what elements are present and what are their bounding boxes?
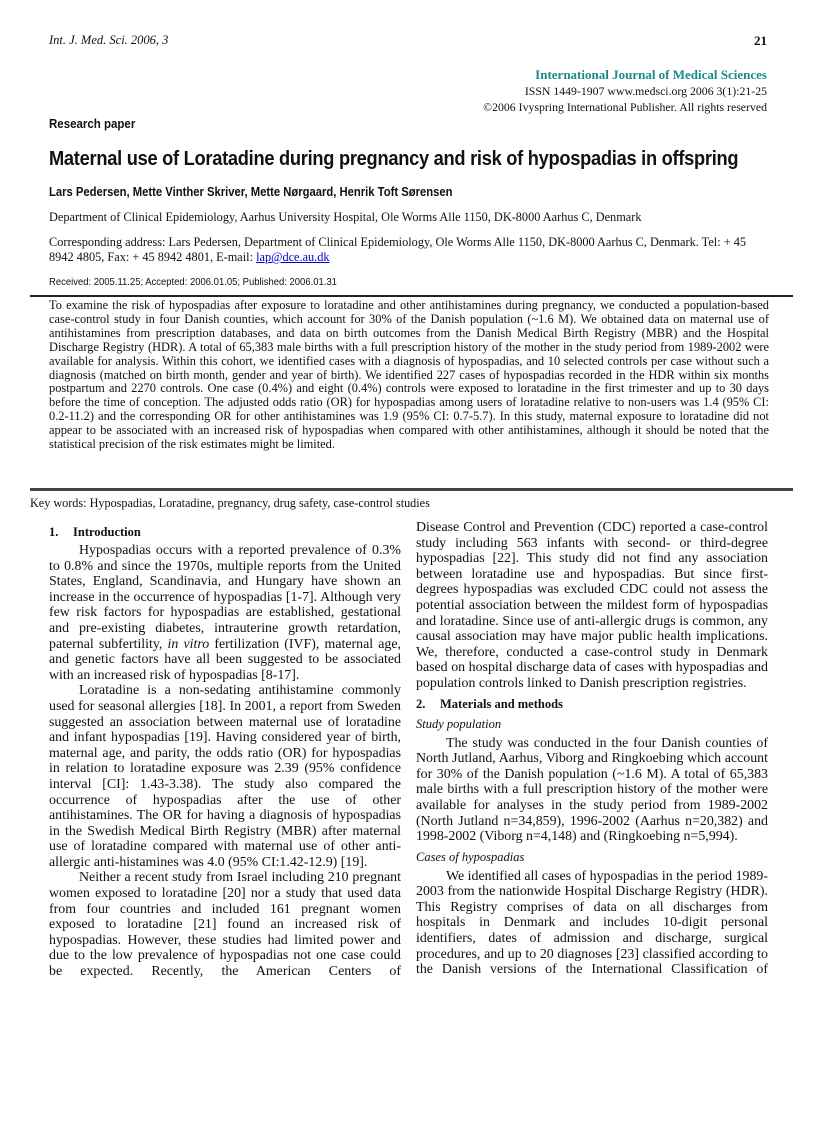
corresponding-address bbox=[49, 235, 771, 265]
affiliation: Department of Clinical Epidemiology, Aarhus University Hospital, Ole Worms Alle 1150, DK-8000 Aarhus C, Denmark bbox=[49, 210, 642, 224]
paragraph: The study was conducted in the four Danish counties of North Jutland, Aarhus, Viborg and Ringkoebing which account for 30% of the Danish population (~1.6 M). A total of 65,383 male births with a full prescription history of the mother were available for analyses in the study period from 1989-2002 (North Jutland n=34,859), 1996-2002 (Aarhus n=20,382) and 1998-2002 (Viborg n=4,148) and (Ringkoebing n=5,994). bbox=[416, 735, 768, 845]
column-right bbox=[416, 520, 768, 978]
section-label: Research paper bbox=[49, 117, 136, 131]
abstract: To examine the risk of hypospadias after exposure to loratadine and other antihistamines during pregnancy, we conducted a population-based case-control study in four Danish counties, which account for 30% of the Danish population (~1.6 M). We obtained data on maternal use of antihistamines from prescription databases, and data on birth outcomes from the Danish Medical Birth Registry (MBR) and the Hospital Discharge Registry (HDR). A total of 65,383 male births with a full prescription history of the mother in the study period from 1989-2002 were available for analysis. Within this cohort, we identified cases with a diagnosis of hypospadias, and 10 selected controls per case without such a diagnosis (matched on birth month, gender and year of birth). We identified 227 cases of hypospadias recorded in the HDR within six months postpartum and 2270 controls. One case (0.4%) and eight (0.4%) controls were exposed to loratadine in the first trimester and up to 30 days before the time of conception. The adjusted odds ratio (OR) for hypospadias among users of loratadine relative to non-users was 1.4 (95% CI: 0.2-11.2) and the corresponding OR for other antihistamines was 1.9 (95% CI: 0.7-5.7). In this study, maternal exposure to loratadine did not appear to be associated with an increased risk of hypospadias when compared with other antihistamines, although it should be noted that the statistical precision of the risk estimates might be limited. bbox=[49, 298, 769, 452]
paragraph: We identified all cases of hypospadias in the period 1989-2003 from the nationwide Hospital Discharge Registry (HDR). This Registry comprises of data on all discharges from hospitals in Denmark and includes 10-digit personal identifiers, dates of admission and discharge, surgical procedures, and up to 20 diagnoses [23] classified according to the Danish versions of the International Classification of bbox=[416, 868, 768, 978]
publication-dates: Received: 2005.11.25; Accepted: 2006.01.05; Published: 2006.01.31 bbox=[49, 277, 337, 288]
issn-line: ISSN 1449-1907 www.medsci.org 2006 3(1):21-25 bbox=[524, 84, 767, 98]
paragraph-continued: Disease Control and Prevention (CDC) reported a case-control study including 563 infants with second- or third-degree hypospadias [22]. This study did not find any association between loratadine use and hypospadias. But since first-degrees hypospadias was excluded CDC could not assess the potential association between the mildest form of hypospadias and loratadine. Since use of anti-allergic drugs is common, any causal association may have major public health implications. We, therefore, conducted a case-control study in Denmark based on hospital discharge data of cases with hypospadias and population controls linked to Danish prescription registries. bbox=[416, 520, 768, 691]
copyright-line: ©2006 Ivyspring International Publisher. All rights reserved bbox=[483, 100, 767, 114]
divider-top bbox=[30, 295, 793, 297]
column-left bbox=[49, 524, 401, 980]
author-list: Lars Pedersen, Mette Vinther Skriver, Mette Nørgaard, Henrik Toft Sørensen bbox=[49, 185, 453, 199]
paragraph: Loratadine is a non-sedating antihistamine commonly used for seasonal allergies [18]. In 2001, a report from Sweden suggested an association between maternal use of loratadine and infant hypospadias [19]. Having considered year of birth, maternal age, and parity, the odds ratio (OR) for hypospadias in relation to loratadine exposure was 2.39 (95% confidence interval [CI]: 1.43-3.38). The study also compared the occurrence of hypospadias after the use of other antihistamines. The OR for having a diagnosis of hypospadias in the Swedish Medical Birth Registry (MBR) after maternal use of loratadine compared with maternal use of other anti-allergic anti-histamines was 4.0 (95% CI:1.42-12.9) [19]. bbox=[49, 683, 401, 870]
journal-name: International Journal of Medical Sciences bbox=[535, 67, 767, 82]
paragraph: Neither a recent study from Israel including 210 pregnant women exposed to loratadine [20] nor a study that used data from four countries and included 161 pregnant women exposed to loratadine [21] found an increased risk of hypospadias. However, these studies had limited power and due to the low prevalence of hypospadias not one case could be expected. Recently, the American Centers of bbox=[49, 870, 401, 980]
page-number: 21 bbox=[754, 33, 767, 48]
corresponding-text: Corresponding address: Lars Pedersen, Department of Clinical Epidemiology, Ole Worms Alle 1150, DK-8000 Aarhus C, Denmark. Tel: + 45 8942 4805, Fax: + 45 8942 4801, E-mail: bbox=[49, 235, 747, 264]
subheading-study-population: Study population bbox=[416, 716, 502, 731]
section-heading-introduction: 1. Introduction bbox=[49, 525, 141, 539]
keywords: Key words: Hypospadias, Loratadine, pregnancy, drug safety, case-control studies bbox=[30, 496, 430, 510]
divider-bottom bbox=[30, 488, 793, 491]
running-head: Int. J. Med. Sci. 2006, 3 bbox=[49, 33, 169, 47]
article-title: Maternal use of Loratadine during pregnancy and risk of hypospadias in offspring bbox=[49, 147, 739, 170]
paragraph: Hypospadias occurs with a reported prevalence of 0.3% to 0.8% and since the 1970s, multiple reports from the United States, England, Scandinavia, and Hungary have shown an increase in the occurrence of hypospadias [1-7]. Although very few risk factors for hypospadias are established, gestational and pre-existing diabetes, intrauterine growth retardation, paternal subfertility, in vitro fertilization (IVF), maternal age, and genetic factors have all been suggested to be associated with an increased risk of hypospadias [8-17]. bbox=[49, 543, 401, 683]
email-link[interactable]: lap@dce.au.dk bbox=[256, 250, 330, 264]
journal-info bbox=[483, 67, 767, 115]
section-heading-methods: 2. Materials and methods bbox=[416, 696, 563, 711]
subheading-cases: Cases of hypospadias bbox=[416, 849, 525, 864]
